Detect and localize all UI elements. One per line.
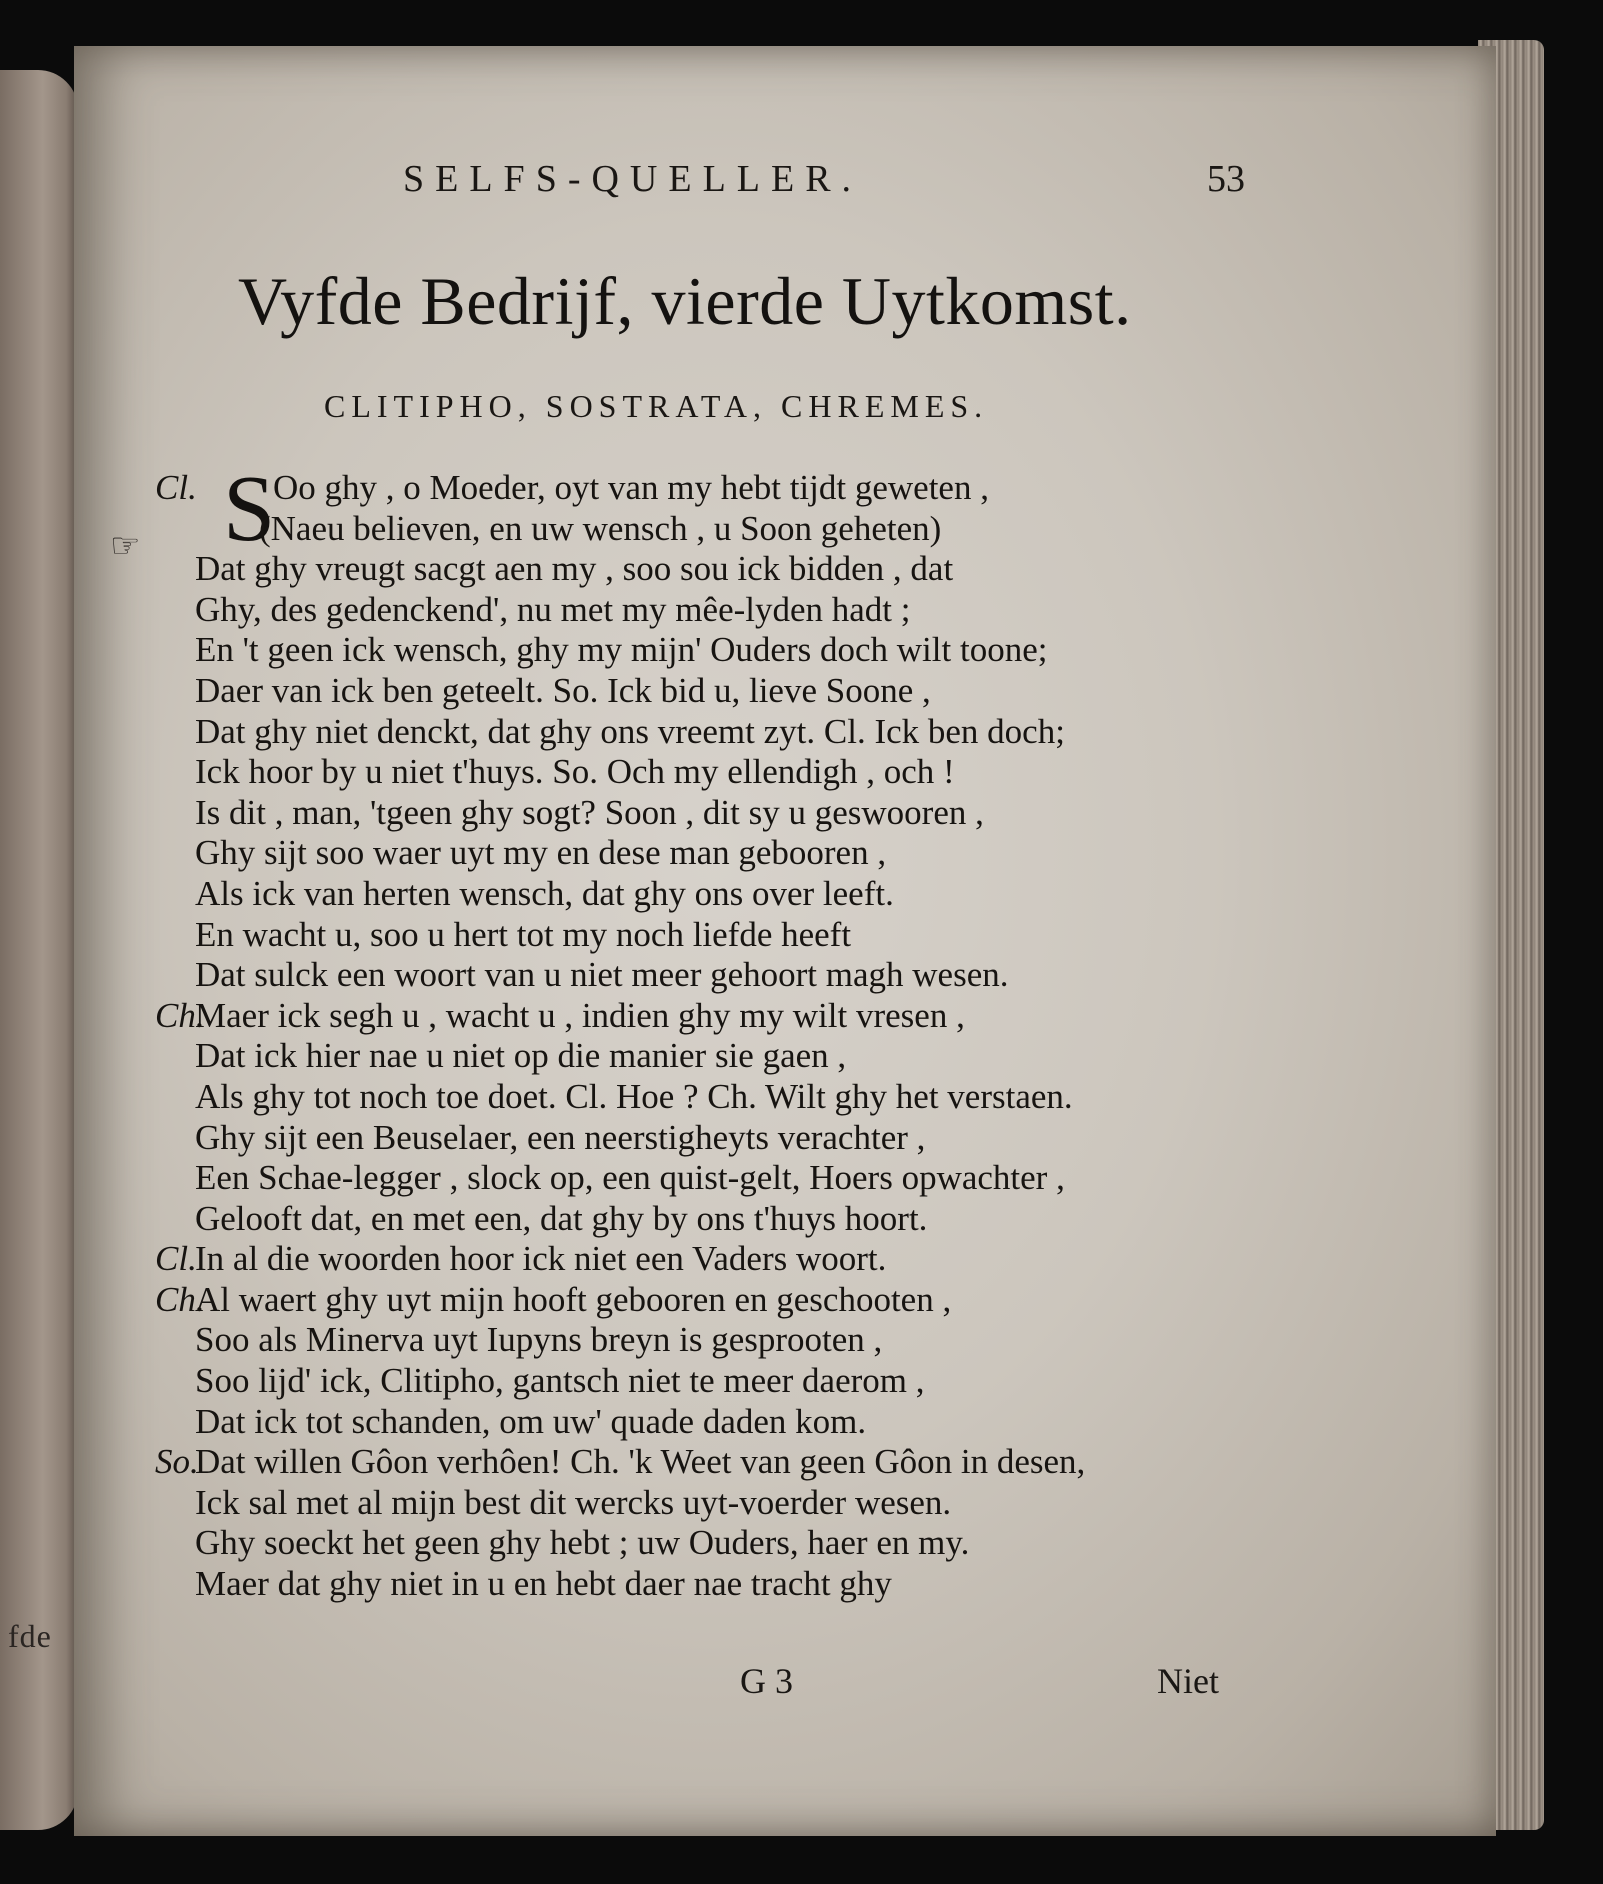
scene-heading: Vyfde Bedrijf, vierde Uytkomst. bbox=[238, 263, 1132, 339]
verse-line bbox=[155, 1199, 1265, 1240]
verse-line bbox=[155, 1077, 1265, 1118]
verse-text: Ick hoor by u niet t'huys. So. Och my ellendigh , och ! bbox=[195, 752, 955, 792]
facing-page-text-fragment: fde bbox=[8, 1618, 52, 1654]
catchword: Niet bbox=[1157, 1661, 1219, 1701]
speaker-tag: Ch. bbox=[155, 995, 205, 1035]
verse-text: In al die woorden hoor ick niet een Vaders woort. bbox=[195, 1239, 887, 1279]
speaker-tag: Cl. bbox=[155, 1239, 197, 1279]
verse-line bbox=[155, 1442, 1265, 1483]
verse-text: En 't geen ick wensch, ghy my mijn' Ouders doch wilt toone; bbox=[195, 630, 1048, 670]
verse-text: Ghy, des gedenckend', nu met my mêe-lyden hadt ; bbox=[195, 589, 911, 629]
verse-text: Soo als Minerva uyt Iupyns breyn is gesprooten , bbox=[195, 1320, 883, 1360]
running-head: SELFS-QUELLER. bbox=[403, 158, 863, 200]
verse-text: Dat ghy vreugt sacgt aen my , soo sou ick bidden , dat bbox=[195, 549, 954, 589]
verse-line bbox=[155, 1361, 1265, 1402]
verse-line bbox=[155, 1158, 1265, 1199]
verse-line bbox=[155, 1564, 1265, 1605]
verse-text: Als ick van herten wensch, dat ghy ons over leeft. bbox=[195, 873, 894, 913]
verse-text: Ghy soeckt het geen ghy hebt ; uw Ouders, haer en my. bbox=[195, 1523, 970, 1563]
verse-line bbox=[155, 509, 1265, 550]
verse-text: Maer dat ghy niet in u en hebt daer nae tracht ghy bbox=[195, 1564, 892, 1604]
verse-text: Een Schae-legger , slock op, een quist-gelt, Hoers opwachter , bbox=[195, 1158, 1065, 1198]
verse-line bbox=[155, 1483, 1265, 1524]
verse-text: Is dit , man, 'tgeen ghy sogt? Soon , dit sy u geswooren , bbox=[195, 792, 984, 832]
verse-line bbox=[155, 1118, 1265, 1159]
verse-line bbox=[155, 590, 1265, 631]
verse-line bbox=[155, 1239, 1265, 1280]
speaker-list: CLITIPHO, SOSTRATA, CHREMES. bbox=[324, 388, 989, 424]
verse-text: Gelooft dat, en met een, dat ghy by ons t'huys hoort. bbox=[195, 1198, 928, 1238]
verse-text: Dat ghy niet denckt, dat ghy ons vreemt zyt. Cl. Ick ben doch; bbox=[195, 711, 1065, 751]
speaker-tag: Cl. bbox=[155, 468, 197, 507]
verse-line bbox=[155, 996, 1265, 1037]
verse-text: Dat ick hier nae u niet op die manier sie gaen , bbox=[195, 1036, 847, 1076]
verse-line bbox=[155, 1036, 1265, 1077]
verse-text: Als ghy tot noch toe doet. Cl. Hoe ? Ch. Wilt ghy het verstaen. bbox=[195, 1076, 1073, 1116]
verse-text: Ick sal met al mijn best dit wercks uyt-voerder wesen. bbox=[195, 1482, 952, 1522]
verse-text: En wacht u, soo u hert tot my noch liefde heeft bbox=[195, 914, 852, 954]
verse-text: (Naeu believen, en uw wensch , u Soon geheten) bbox=[259, 508, 942, 548]
verse-line bbox=[155, 712, 1265, 753]
verse-text: Dat ick tot schanden, om uw' quade daden kom. bbox=[195, 1401, 867, 1441]
verse-line bbox=[155, 955, 1265, 996]
verse-line bbox=[155, 1280, 1265, 1321]
verse-line bbox=[155, 1523, 1265, 1564]
verse-text: Al waert ghy uyt mijn hooft gebooren en geschooten , bbox=[195, 1279, 952, 1319]
verse-line bbox=[155, 468, 1265, 509]
verse-line bbox=[155, 915, 1265, 956]
facing-page bbox=[0, 70, 78, 1830]
verse-text: Daer van ick ben geteelt. So. Ick bid u, lieve Soone , bbox=[195, 670, 931, 710]
verse-line bbox=[155, 874, 1265, 915]
verse-text: Dat sulck een woort van u niet meer gehoort magh wesen. bbox=[195, 955, 1009, 995]
speaker-tag: Ch. bbox=[155, 1279, 205, 1319]
verse-line bbox=[155, 630, 1265, 671]
verse-line bbox=[155, 549, 1265, 590]
verse-line bbox=[155, 1320, 1265, 1361]
manicule-icon: ☞ bbox=[110, 526, 141, 566]
verse-text: Maer ick segh u , wacht u , indien ghy my wilt vresen , bbox=[195, 995, 965, 1035]
verse-block bbox=[155, 457, 1265, 1605]
page-number: 53 bbox=[1207, 158, 1245, 200]
speaker-tag: So. bbox=[155, 1442, 199, 1482]
signature-mark: G 3 bbox=[740, 1661, 793, 1701]
verse-line bbox=[155, 793, 1265, 834]
verse-line bbox=[155, 1402, 1265, 1443]
drop-cap: S bbox=[223, 457, 276, 561]
verse-text: Dat willen Gôon verhôen! Ch. 'k Weet van geen Gôon in desen, bbox=[195, 1442, 1086, 1482]
verse-text: Ghy sijt een Beuselaer, een neerstigheyts verachter , bbox=[195, 1117, 926, 1157]
verse-line bbox=[155, 752, 1265, 793]
verse-line bbox=[155, 833, 1265, 874]
verse-text: Ghy sijt soo waer uyt my en dese man gebooren , bbox=[195, 833, 887, 873]
verse-line bbox=[155, 671, 1265, 712]
verse-text: Soo lijd' ick, Clitipho, gantsch niet te meer daerom , bbox=[195, 1361, 925, 1401]
verse-text: Oo ghy , o Moeder, oyt van my hebt tijdt geweten , bbox=[273, 468, 989, 507]
